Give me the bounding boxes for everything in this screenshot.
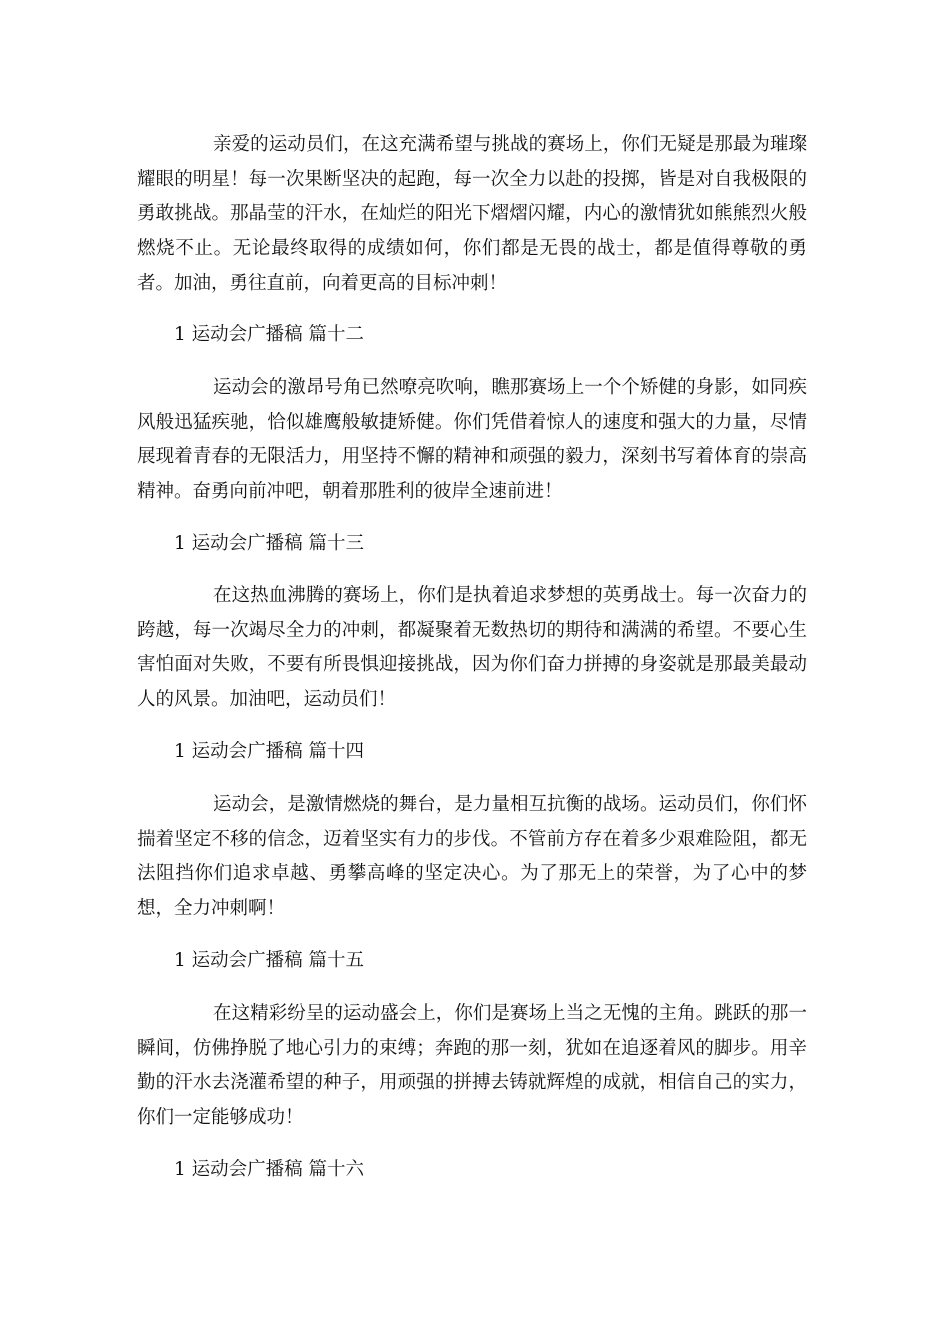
paragraph-section-12: 运动会的激昂号角已然嘹亮吹响，瞧那赛场上一个个矫健的身影，如同疾风般迅猛疾驰，恰似雄鹰般敏捷矫健。你们凭借着惊人的速度和强大的力量，尽情展现着青春的无限活力，用坚持不懈的精神和顽强的毅力，深刻书写着体育的崇高精神。奋勇向前冲吧，朝着那胜利的彼岸全速前进！: [137, 377, 807, 503]
heading-section-13: 1 运动会广播稿 篇十三: [174, 533, 365, 554]
heading-section-12: 1 运动会广播稿 篇十二: [174, 324, 365, 345]
heading-section-14: 1 运动会广播稿 篇十四: [174, 741, 365, 762]
heading-section-15: 1 运动会广播稿 篇十五: [174, 950, 365, 971]
heading-section-16: 1 运动会广播稿 篇十六: [174, 1159, 365, 1180]
paragraph-section-15: 在这精彩纷呈的运动盛会上，你们是赛场上当之无愧的主角。跳跃的那一瞬间，仿佛挣脱了地心引力的束缚；奔跑的那一刻，犹如在追逐着风的脚步。用辛勤的汗水去浇灌希望的种子，用顽强的拼搏去铸就辉煌的成就，相信自己的实力，你们一定能够成功！: [137, 1003, 807, 1129]
paragraph-intro: 亲爱的运动员们，在这充满希望与挑战的赛场上，你们无疑是那最为璀璨耀眼的明星！每一次果断坚决的起跑，每一次全力以赴的投掷，皆是对自我极限的勇敢挑战。那晶莹的汗水，在灿烂的阳光下熠熠闪耀，内心的激情犹如熊熊烈火般燃烧不止。无论最终取得的成绩如何，你们都是无畏的战士，都是值得尊敬的勇者。加油，勇往直前，向着更高的目标冲刺！: [137, 134, 807, 294]
paragraph-section-13: 在这热血沸腾的赛场上，你们是执着追求梦想的英勇战士。每一次奋力的跨越，每一次竭尽全力的冲刺，都凝聚着无数热切的期待和满满的希望。不要心生害怕面对失败，不要有所畏惧迎接挑战，因为你们奋力拼搏的身姿就是那最美最动人的风景。加油吧，运动员们！: [137, 585, 807, 711]
paragraph-section-14: 运动会，是激情燃烧的舞台，是力量相互抗衡的战场。运动员们，你们怀揣着坚定不移的信念，迈着坚实有力的步伐。不管前方存在着多少艰难险阻，都无法阻挡你们追求卓越、勇攀高峰的坚定决心。为了那无上的荣誉，为了心中的梦想，全力冲刺啊！: [137, 794, 807, 920]
